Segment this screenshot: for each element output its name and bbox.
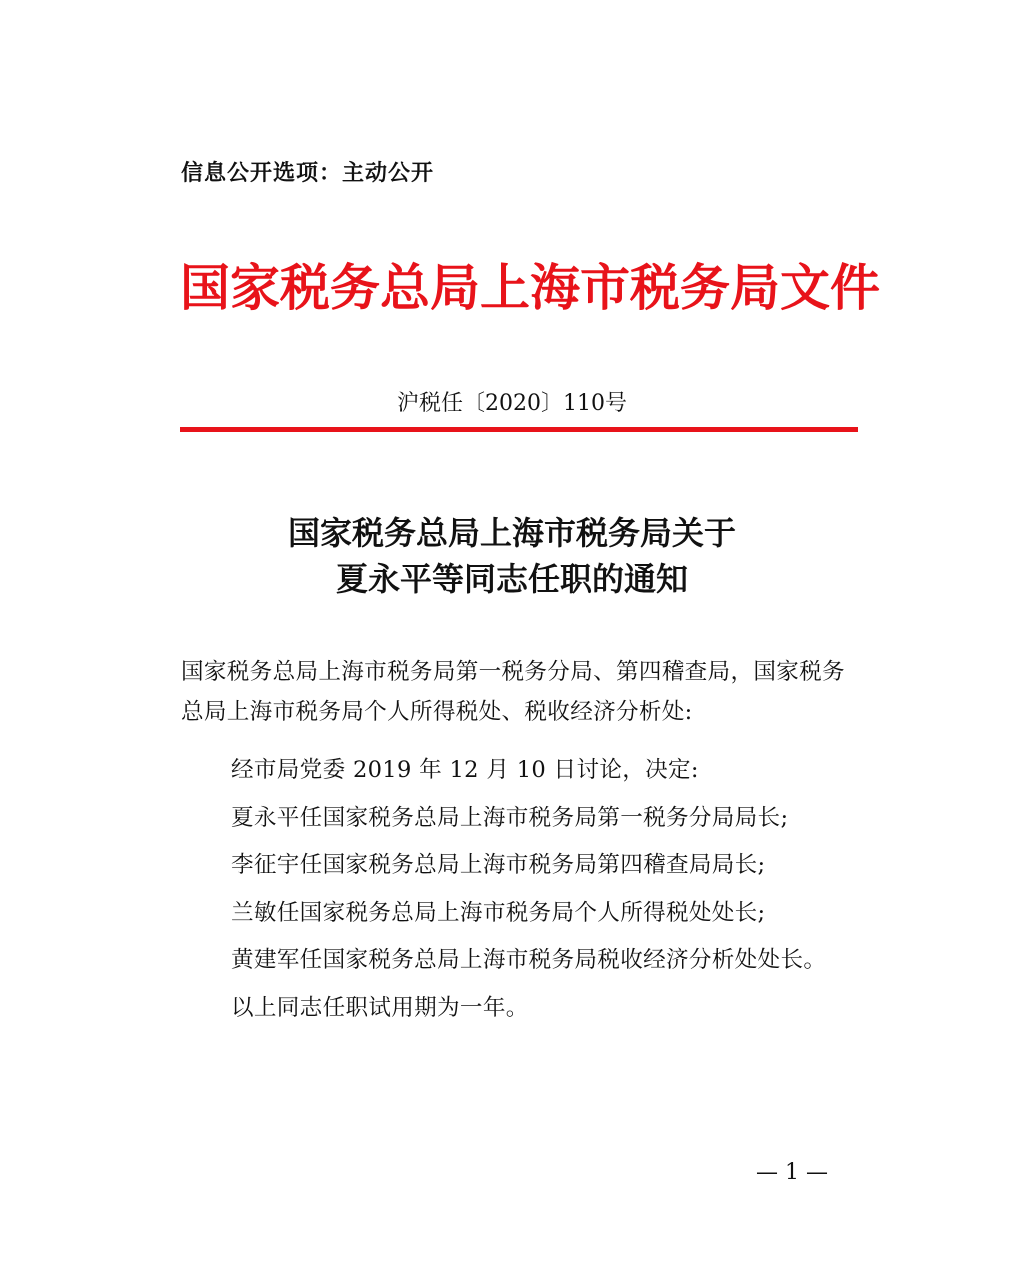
appointment-line: 李征宇任国家税务总局上海市税务局第四稽查局局长; [231,852,766,878]
appointment-line: 夏永平任国家税务总局上海市税务局第一税务分局局长; [231,804,789,831]
probation-line: 以上同志任职试用期为一年。 [231,994,529,1021]
notice-body [231,747,871,1032]
appointment-line: 兰敏任国家税务总局上海市税务局个人所得税处处长; [231,899,766,926]
recipients-paragraph: 国家税务总局上海市税务局第一税务分局、第四稽查局，国家税务总局上海市税务局个人所得税处、税收经济分析处: [181,659,845,725]
appointment-line: 黄建军任国家税务总局上海市税务局税收经济分析处处长。 [231,947,827,973]
disclosure-option: 信息公开选项：主动公开 [181,161,435,186]
red-divider-line [180,427,858,432]
page-number: — 1 — [756,1160,828,1185]
document-header-title: 国家税务总局上海市税务局文件 [180,258,880,317]
notice-title-line-1: 国家税务总局上海市税务局关于 [287,514,736,552]
notice-title-line-2: 夏永平等同志任职的通知 [335,560,688,598]
notice-title [0,510,1024,602]
document-number: 沪税任〔2020〕110号 [397,391,627,416]
decision-line: 经市局党委 2019 年 12 月 10 日讨论，决定: [231,757,699,783]
